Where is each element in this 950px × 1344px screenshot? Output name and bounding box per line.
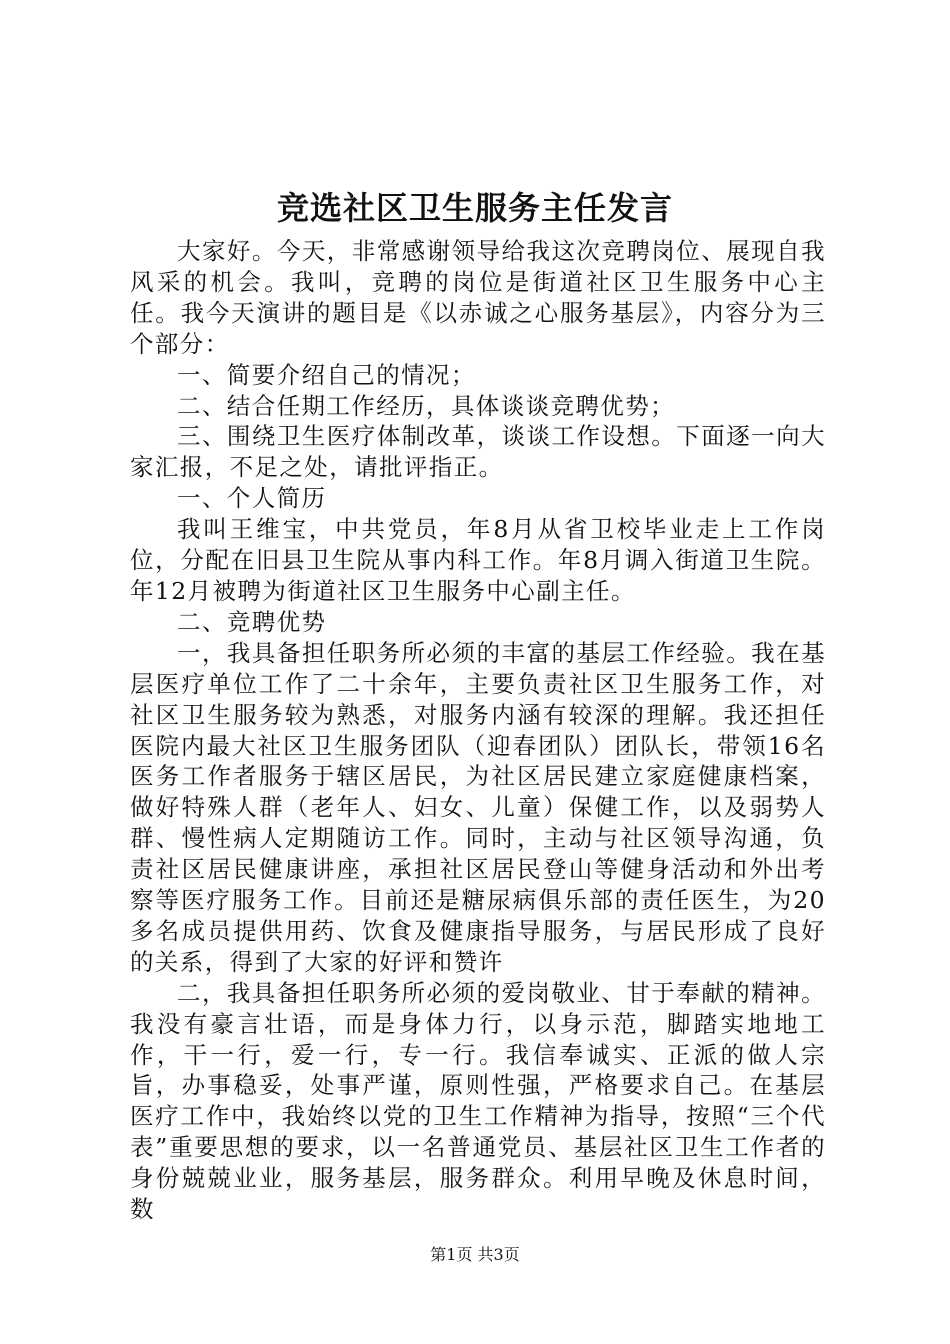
- paragraph-resume: 我叫王维宝，中共党员，年8月从省卫校毕业走上工作岗位，分配在旧县卫生院从事内科工作。年8月调入街道卫生院。年12月被聘为街道社区卫生服务中心副主任。: [130, 515, 826, 605]
- document-title: 竞选社区卫生服务主任发言: [276, 189, 673, 227]
- paragraph-greeting: 大家好。今天，非常感谢领导给我这次竞聘岗位、展现自我风采的机会。我叫，竞聘的岗位是街道社区卫生服务中心主任。我今天演讲的题目是《以赤诚之心服务基层》，内容分为三个部分：: [130, 237, 826, 358]
- section-heading-resume: 一、个人简历: [177, 484, 327, 513]
- paragraph-advantage-1: 一，我具备担任职务所必须的丰富的基层工作经验。我在基层医疗单位工作了二十余年，主要负责社区卫生服务工作，对社区卫生服务较为熟悉，对服务内涵有较深的理解。我还担任医院内最大社区卫生服务团队（迎春团队）团队长，带领16名医务工作者服务于辖区居民，为社区居民建立家庭健康档案，做好特殊人群（老年人、妇女、儿童）保健工作，以及弱势人群、慢性病人定期随访工作。同时，主动与社区领导沟通，负责社区居民健康讲座，承担社区居民登山等健身活动和外出考察等医疗服务工作。目前还是糖尿病俱乐部的责任医生，为20多名成员提供用药、饮食及健康指导服务，与居民形成了良好的关系，得到了大家的好评和赞许: [130, 638, 826, 976]
- paragraph-outline-1: 一、简要介绍自己的情况；: [177, 360, 476, 389]
- paragraph-advantage-2: 二，我具备担任职务所必须的爱岗敬业、甘于奉献的精神。我没有豪言壮语，而是身体力行，以身示范，脚踏实地地工作，干一行，爱一行，专一行。我信奉诚实、正派的做人宗旨，办事稳妥，处事严谨，原则性强，严格要求自己。在基层医疗工作中，我始终以党的卫生工作精神为指导，按照“三个代表”重要思想的要求，以一名普通党员、基层社区卫生工作者的身份兢兢业业，服务基层，服务群众。利用早晚及休息时间，数: [130, 978, 826, 1224]
- page-footer: 第1页 共3页: [430, 1245, 520, 1264]
- section-heading-advantages: 二、竞聘优势: [177, 607, 327, 636]
- document-body: [130, 236, 826, 1225]
- paragraph-outline-2: 二、结合任期工作经历，具体谈谈竞聘优势；: [177, 391, 675, 420]
- paragraph-outline-3: 三、围绕卫生医疗体制改革，谈谈工作设想。下面逐一向大家汇报，不足之处，请批评指正。: [130, 422, 826, 482]
